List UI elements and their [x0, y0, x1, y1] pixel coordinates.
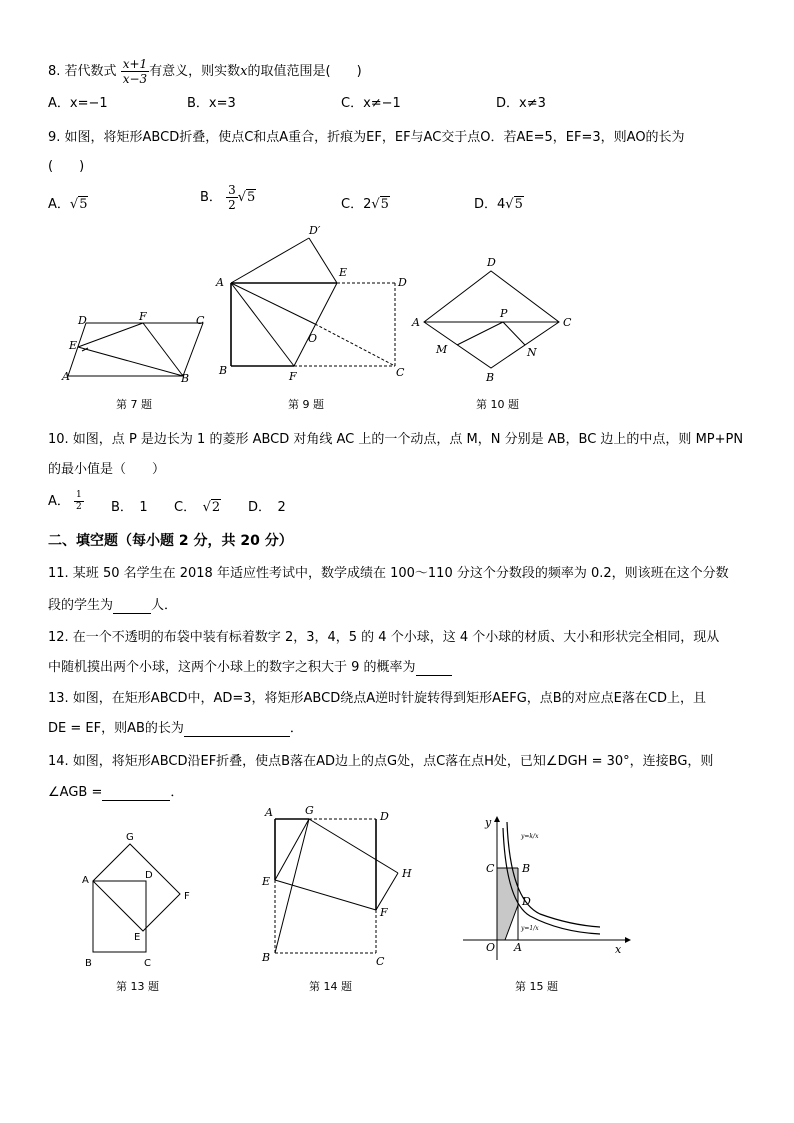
fig9-line-ao [231, 283, 315, 324]
fig14-label-a: A [265, 806, 273, 819]
fig13-label-d: D [145, 870, 153, 881]
q9-option-a[interactable]: A．√5 [48, 197, 88, 212]
fig7-label-e: E [69, 339, 78, 352]
fig10-label-c: C [563, 316, 572, 329]
fig15-label-curve-inner: y=1/x [521, 925, 539, 932]
q12-stem: 12. 在一个不透明的布袋中装有标着数字 2，3，4，5 的 4 个小球，这 4 个小球的材质、大小和形状完全相同，现从 [48, 630, 720, 645]
figure-9 [231, 238, 395, 366]
fig9-label-b: B [219, 364, 228, 377]
fig15-x-arrow [625, 937, 631, 943]
fig15-label-a: A [514, 941, 522, 954]
fig14-line-hf [376, 873, 398, 910]
fig9-label-d-prime: D′ [309, 224, 321, 237]
q8-option-d[interactable]: D．x≠3 [496, 96, 546, 111]
fig14-label-h: H [402, 867, 412, 880]
fig10-line-mp [457, 322, 503, 345]
fig14-label-b: B [262, 951, 271, 964]
fig9-label-o: O [308, 332, 318, 345]
q13-stem-line2: DE = EF，则AB的长为 ． [48, 721, 303, 736]
caption-fig-14: 第 14 题 [309, 980, 352, 993]
fig15-label-curve-outer: y=k/x [521, 833, 539, 840]
q9-stem: 9. 如图，将矩形ABCD折叠，使点C和点A重合，折痕为EF，EF与AC交于点O．若AE=5，EF=3，则AO的长为 [48, 130, 685, 145]
q8-fraction: $\frac{x+1}{x-3}$ [122, 57, 148, 86]
fig10-label-a: A [412, 316, 420, 329]
fig10-label-m: M [436, 343, 448, 356]
q10-option-b[interactable]: B． 1 [111, 500, 148, 515]
q10-option-a[interactable]: A． $\frac{1}{2}$ [48, 490, 82, 512]
q14-answer-blank[interactable] [102, 785, 170, 801]
fig15-label-c: C [486, 862, 495, 875]
fig15-label-x: x [615, 943, 622, 956]
q13-stem: 13. 如图，在矩形ABCD中，AD=3，将矩形ABCD绕点A逆时针旋转得到矩形AEFG，点B的对应点E落在CD上，且 [48, 691, 706, 706]
fig13-label-f: F [184, 891, 190, 902]
q8-option-c[interactable]: C．x≠−1 [341, 96, 401, 111]
fig7-label-b: B [181, 372, 190, 385]
caption-fig-9: 第 9 题 [288, 398, 324, 411]
fig7-line-ef [78, 323, 143, 347]
fig14-label-c: C [376, 955, 385, 968]
figure-15 [463, 816, 631, 960]
q14-stem: 14. 如图，将矩形ABCD沿EF折叠，使点B落在AD边上的点G处，点C落在点H处，已知∠DGH = 30°，连接BG，则 [48, 754, 714, 769]
fig9-label-d: D [398, 276, 407, 289]
fig14-label-d: D [380, 810, 389, 823]
q12-stem-line2: 中随机摸出两个小球，这两个小球上的数字之积大于 9 的概率为 [48, 656, 452, 676]
fig13-label-c: C [144, 958, 151, 969]
fig9-label-e: E [339, 266, 348, 279]
fig9-label-c: C [396, 366, 405, 379]
caption-fig-10: 第 10 题 [476, 398, 519, 411]
figure-14 [275, 819, 398, 953]
q9-option-b[interactable]: B． $\frac{3}{2}$ √5 [200, 183, 256, 212]
fig7-label-c: C [196, 314, 205, 327]
fig10-label-d: D [487, 256, 496, 269]
fig15-label-d: D [522, 895, 531, 908]
section-2-heading: 二、填空题（每小题 2 分，共 20 分） [48, 533, 293, 549]
fig7-label-a: A [62, 370, 70, 383]
q8-stem: 8. 若代数式 $\frac{x+1}{x-3}$ 有意义，则实数x的取值范围是( ) [48, 57, 362, 86]
fig13-label-g: G [126, 832, 134, 843]
fig14-line-bg [275, 819, 309, 953]
fig15-y-arrow [494, 816, 500, 822]
fig14-label-e: E [262, 875, 271, 888]
fig9-label-a: A [216, 276, 224, 289]
caption-fig-15: 第 15 题 [515, 980, 558, 993]
q10-option-d[interactable]: D． 2 [248, 500, 286, 515]
fig13-label-e: E [134, 932, 141, 943]
fig7-label-f: F [139, 310, 147, 323]
fig10-label-n: N [527, 346, 537, 359]
fig13-rect-aefg [93, 844, 180, 931]
figure-row-1 [0, 220, 794, 420]
q12-answer-blank[interactable] [416, 660, 452, 676]
fig15-label-o: O [486, 941, 496, 954]
fig15-label-b: B [522, 862, 531, 875]
q10-stem-line2: 的最小值是（ ） [48, 462, 166, 477]
fig14-label-f: F [380, 906, 388, 919]
fig13-label-b: B [85, 958, 92, 969]
fig9-line-af [231, 283, 294, 366]
caption-fig-7: 第 7 题 [116, 398, 152, 411]
q11-stem-line2: 段的学生为 人． [48, 598, 178, 613]
figure-7 [68, 323, 203, 376]
fig9-line-ad1 [231, 238, 309, 283]
fig9-line-oc [315, 324, 395, 366]
q8-option-a[interactable]: A．x=−1 [48, 96, 108, 111]
fig14-label-g: G [305, 804, 314, 817]
fig13-label-a: A [82, 875, 89, 886]
q10-stem: 10. 如图，点 P 是边长为 1 的菱形 ABCD 对角线 AC 上的一个动点，点 M，N 分别是 AB，BC 边上的中点，则 MP+PN [48, 432, 744, 447]
fig7-line-eb [78, 347, 183, 376]
q9-stem-line2: ( ) [48, 159, 85, 174]
fig7-label-d: D [78, 314, 87, 327]
q11-answer-blank[interactable] [113, 598, 151, 614]
fig14-line-eg [275, 819, 309, 880]
fig9-label-f: F [289, 370, 297, 383]
fig15-label-y: y [485, 816, 492, 829]
caption-fig-13: 第 13 题 [116, 980, 159, 993]
figure-row-2 [0, 800, 794, 975]
fig14-line-gh [309, 819, 398, 873]
fig10-line-pn [503, 322, 525, 345]
q8-option-b[interactable]: B．x=3 [187, 96, 236, 111]
q11-stem: 11. 某班 50 名学生在 2018 年适应性考试中，数学成绩在 100～110 分这个分数段的频率为 0.2，则该班在这个分数 [48, 566, 729, 581]
q9-option-d[interactable]: D．4√5 [474, 197, 523, 212]
fig9-line-d1e [309, 238, 337, 283]
fig7-line-fb [143, 323, 183, 376]
q13-answer-blank[interactable] [184, 721, 290, 737]
q9-option-c[interactable]: C．2√5 [341, 197, 389, 212]
q14-stem-line2: ∠AGB = ． [48, 785, 184, 800]
fig10-label-p: P [500, 307, 508, 320]
fig10-label-b: B [486, 371, 495, 384]
q10-option-c[interactable]: C． √2 [174, 500, 221, 515]
